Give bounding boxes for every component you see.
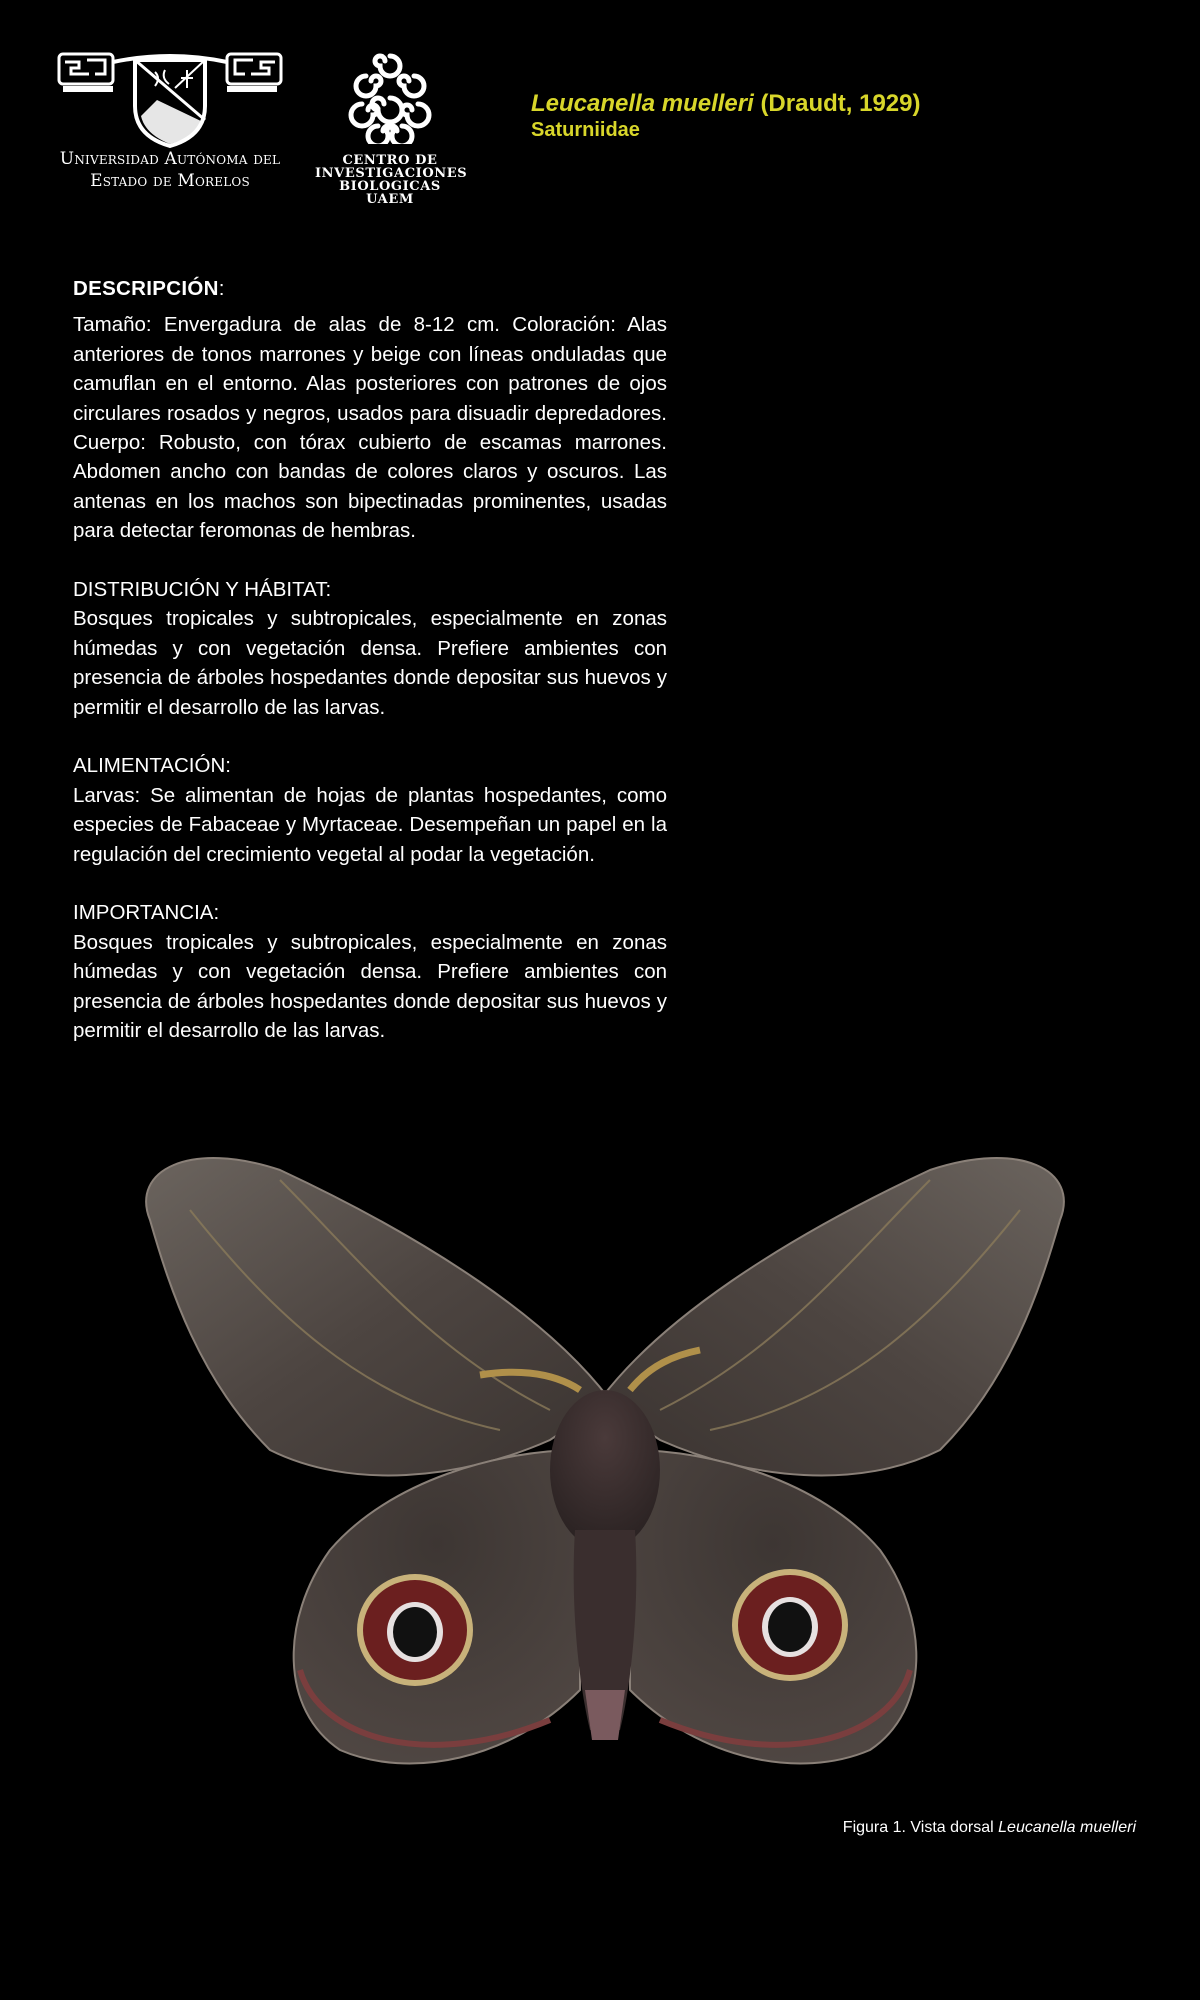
species-name: Leucanella muelleri bbox=[531, 90, 754, 117]
right-forewing bbox=[600, 1158, 1064, 1475]
moth-thorax bbox=[550, 1390, 660, 1550]
family-name: Saturniidae bbox=[531, 119, 640, 141]
species-title bbox=[531, 90, 920, 118]
distribucion-heading: DISTRIBUCIÓN Y HÁBITAT: bbox=[73, 578, 332, 602]
left-forewing bbox=[146, 1158, 610, 1475]
caption-species: Leucanella muelleri bbox=[998, 1819, 1136, 1836]
species-description bbox=[73, 274, 667, 1046]
caption-prefix: Figura 1. Vista dorsal bbox=[842, 1819, 994, 1836]
descripcion-title: DESCRIPCIÓN bbox=[73, 277, 219, 300]
moth-photo bbox=[130, 1150, 1080, 1790]
uaem-name-line1: Universidad Autónoma del bbox=[59, 149, 281, 169]
right-eyespot bbox=[732, 1569, 848, 1681]
descripcion-colon: : bbox=[218, 277, 225, 300]
alimentacion-body: Larvas: Se alimentan de hojas de plantas hospedantes, como especies de Fabaceae y Myrtaceae. Desempeñan un papel en la regulación del crecimiento vegetal al podar la vegetación. bbox=[73, 783, 667, 866]
species-author: (Draudt, 1929) bbox=[760, 90, 921, 117]
cib-line4: UAEM bbox=[366, 192, 414, 207]
left-eyespot bbox=[357, 1574, 473, 1686]
uaem-crest-icon bbox=[57, 48, 283, 148]
uaem-logo bbox=[52, 48, 288, 218]
spiral-emblem-icon bbox=[348, 52, 432, 144]
importancia-body: Bosques tropicales y subtropicales, especialmente en zonas húmedas y con vegetación densa. Prefiere ambientes con presencia de árboles hospedantes donde depositar sus huevos y permitir el desarrollo de las larvas. bbox=[73, 930, 667, 1043]
distribucion-body: Bosques tropicales y subtropicales, especialmente en zonas húmedas y con vegetación densa. Prefiere ambientes con presencia de árboles hospedantes donde depositar sus huevos y permitir el desarrollo de las larvas. bbox=[73, 607, 667, 719]
importancia-heading: IMPORTANCIA: bbox=[73, 901, 220, 925]
cib-line2: INVESTIGACIONES bbox=[315, 166, 468, 181]
moth-illustration bbox=[130, 1150, 1080, 1790]
descripcion-body: Tamaño: Envergadura de alas de 8-12 cm. Coloración: Alas anteriores de tonos marrones y beige con líneas onduladas que camuflan en el entorno. Alas posteriores con patrones de ojos circulares rosados y negros, usados para disuadir depredadores. Cuerpo: Robusto, con tórax cubierto de escamas marrones. Abdomen ancho con bandas de colores claros y oscuros. Las antenas en los machos son bipectinadas prominentes, usadas para detectar feromonas de hembras. bbox=[73, 313, 667, 543]
cib-line3: BIOLOGICAS bbox=[339, 179, 441, 194]
figure-caption bbox=[843, 1819, 1136, 1837]
cib-line1: CENTRO DE bbox=[342, 153, 438, 168]
cib-logo bbox=[315, 52, 468, 212]
alimentacion-heading: ALIMENTACIÓN: bbox=[73, 754, 231, 778]
uaem-name-line2: Estado de Morelos bbox=[90, 171, 250, 191]
descripcion-heading bbox=[73, 274, 667, 303]
